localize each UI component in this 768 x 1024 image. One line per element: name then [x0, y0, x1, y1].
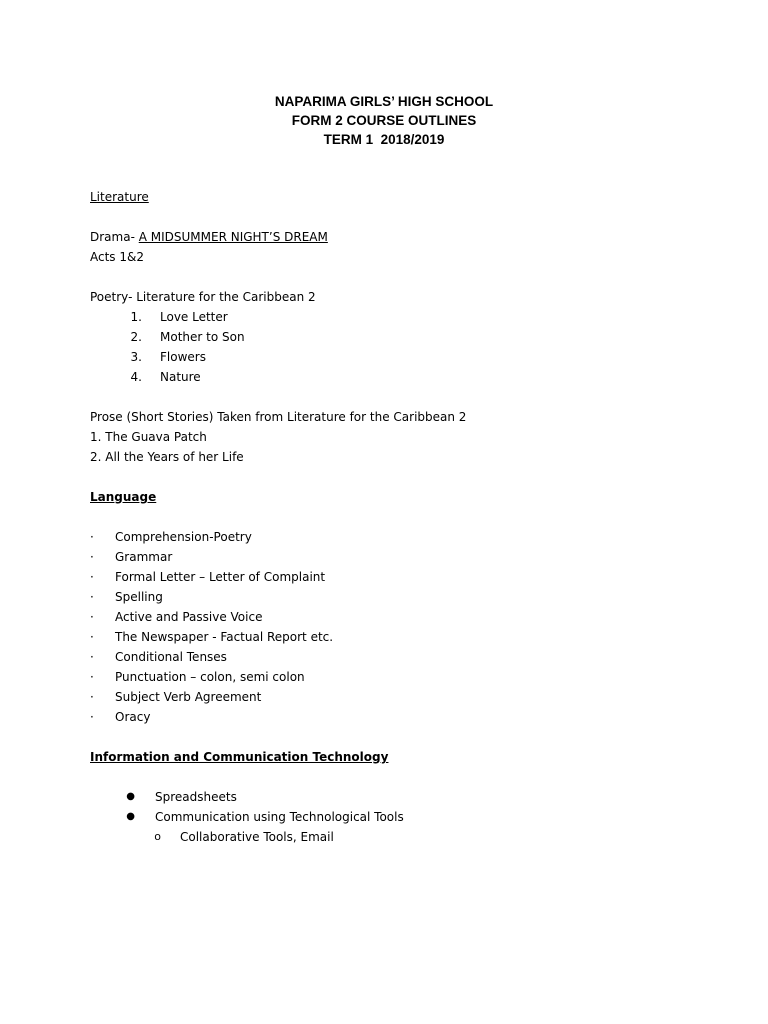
language-item	[90, 567, 730, 587]
spacer	[135, 787, 155, 807]
poem-title: Nature	[160, 370, 201, 384]
language-item	[90, 607, 730, 627]
hollow-bullet-icon: o	[154, 830, 161, 843]
drama-line	[90, 227, 730, 247]
spacer	[90, 207, 730, 227]
ict-item	[90, 787, 730, 807]
bullet-icon: ●	[126, 791, 135, 802]
dot-marker-icon: ·	[90, 590, 94, 604]
spacer	[90, 387, 730, 407]
language-item	[90, 547, 730, 567]
language-item	[90, 627, 730, 647]
ict-sub-item	[90, 827, 730, 847]
spacer	[90, 267, 730, 287]
language-item-text: Conditional Tenses	[115, 650, 227, 664]
poem-number: 1.	[130, 310, 142, 324]
ict-sub-item-text: Collaborative Tools, Email	[180, 830, 334, 844]
dot-marker-icon: ·	[90, 650, 94, 664]
ict-item-text: Communication using Technological Tools	[155, 810, 404, 824]
drama-acts: Acts 1&2	[90, 250, 144, 264]
document-header	[0, 92, 768, 149]
poem-item	[90, 327, 730, 347]
ict-item-text: Spreadsheets	[155, 790, 237, 804]
language-item	[90, 587, 730, 607]
language-item-text: Comprehension-Poetry	[115, 530, 252, 544]
spacer	[90, 767, 730, 787]
poem-title: Love Letter	[160, 310, 228, 324]
drama-title: A MIDSUMMER NIGHT’S DREAM	[138, 230, 328, 244]
poem-item	[90, 367, 730, 387]
dot-marker-icon: ·	[90, 610, 94, 624]
story-item: 2. All the Years of her Life	[90, 450, 244, 464]
spacer	[90, 467, 730, 487]
school-name: NAPARIMA GIRLS’ HIGH SCHOOL	[274, 94, 494, 109]
ict-heading: Information and Communication Technology	[90, 750, 389, 764]
prose-intro: Prose (Short Stories) Taken from Literature for the Caribbean 2	[90, 410, 467, 424]
drama-prefix: Drama-	[90, 230, 139, 244]
poem-item	[90, 307, 730, 327]
language-item-text: Spelling	[115, 590, 163, 604]
poem-title: Flowers	[160, 350, 206, 364]
dot-marker-icon: ·	[90, 630, 94, 644]
language-item	[90, 707, 730, 727]
language-item	[90, 527, 730, 547]
poem-number: 4.	[130, 370, 142, 384]
course-outline-title: FORM 2 COURSE OUTLINES	[291, 113, 477, 128]
language-item-text: Formal Letter – Letter of Complaint	[115, 570, 326, 584]
dot-marker-icon: ·	[90, 550, 94, 564]
spacer	[135, 807, 155, 827]
dot-marker-icon: ·	[90, 710, 94, 724]
language-item-text: The Newspaper - Factual Report etc.	[115, 630, 334, 644]
language-item	[90, 647, 730, 667]
language-item-text: Subject Verb Agreement	[115, 690, 262, 704]
language-item-text: Active and Passive Voice	[115, 610, 263, 624]
poem-title: Mother to Son	[160, 330, 245, 344]
term-label: TERM 1 2018/2019	[323, 132, 445, 147]
spacer	[90, 727, 730, 747]
dot-marker-icon: ·	[90, 670, 94, 684]
language-item-text: Punctuation – colon, semi colon	[115, 670, 305, 684]
story-item: 1. The Guava Patch	[90, 430, 207, 444]
poem-number: 2.	[130, 330, 142, 344]
poetry-intro: Poetry- Literature for the Caribbean 2	[90, 290, 316, 304]
language-item-text: Oracy	[115, 710, 151, 724]
spacer	[90, 507, 730, 527]
dot-marker-icon: ·	[90, 570, 94, 584]
dot-marker-icon: ·	[90, 530, 94, 544]
ict-item	[90, 807, 730, 827]
poem-item	[90, 347, 730, 367]
poem-number: 3.	[130, 350, 142, 364]
language-item	[90, 687, 730, 707]
dot-marker-icon: ·	[90, 690, 94, 704]
document-body	[90, 187, 730, 847]
literature-heading: Literature	[90, 190, 149, 204]
language-item-text: Grammar	[115, 550, 173, 564]
language-item	[90, 667, 730, 687]
bullet-icon: ●	[126, 811, 135, 822]
language-heading: Language	[90, 490, 157, 504]
